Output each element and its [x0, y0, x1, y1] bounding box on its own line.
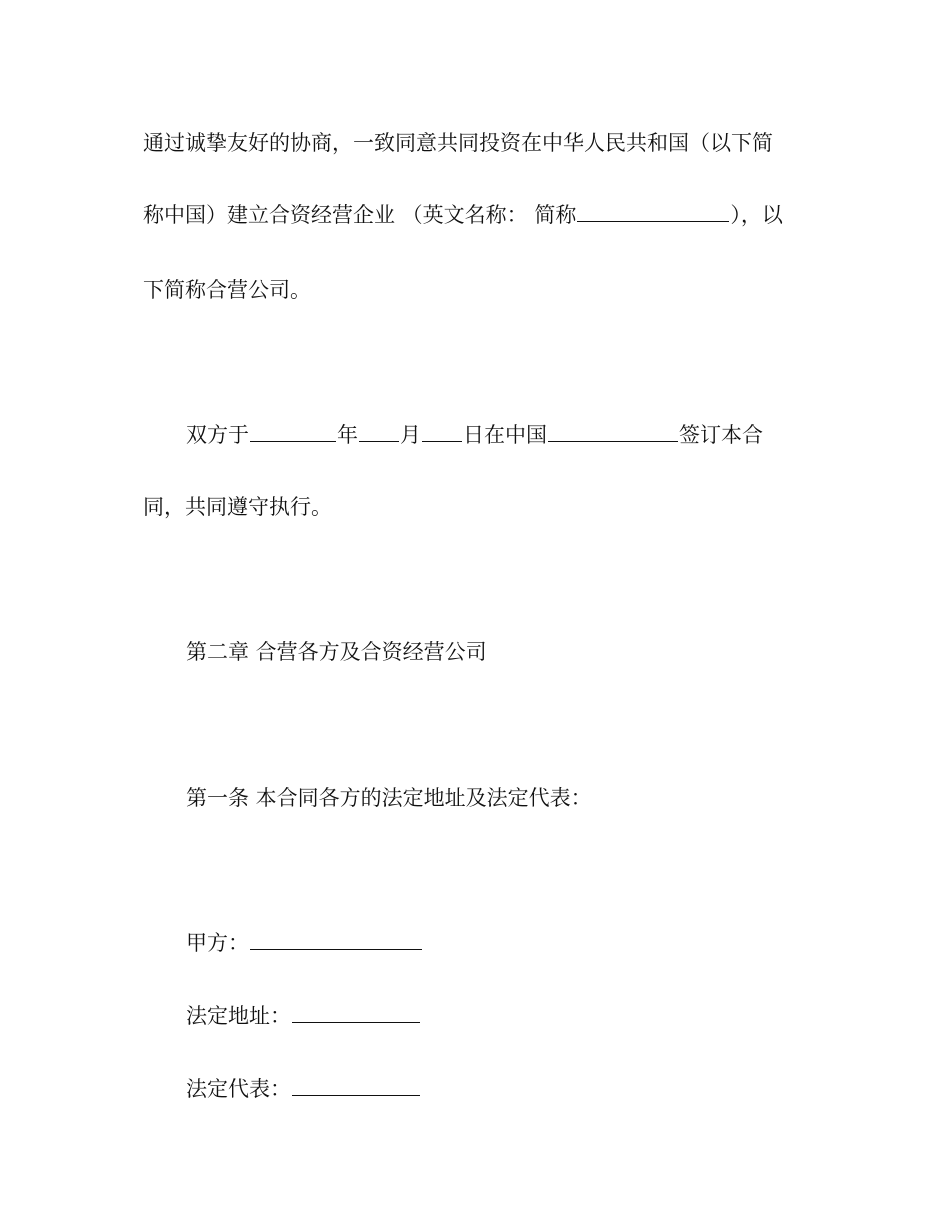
signing-text-1: 双方于 [186, 423, 249, 447]
article-1-text: 第一条 本合同各方的法定地址及法定代表： [186, 786, 592, 810]
day-blank [422, 421, 462, 442]
party-a-address-blank [292, 1002, 420, 1023]
party-a-representative-label: 法定代表： [186, 1077, 291, 1101]
intro-line-1 [143, 129, 773, 157]
signing-text-6: 同，共同遵守执行。 [143, 495, 332, 519]
intro-text-1: 通过诚挚友好的协商，一致同意共同投资在中华人民共和国（以下简 [143, 131, 773, 155]
signing-text-3: 月 [400, 423, 421, 447]
signing-text-2: 年 [337, 423, 358, 447]
signing-line-1 [186, 421, 763, 449]
party-a-representative-blank [292, 1075, 420, 1096]
place-blank [548, 421, 678, 442]
intro-line-3 [143, 276, 311, 304]
signing-text-5: 签订本合 [679, 423, 763, 447]
intro-text-2b: ），以 [730, 203, 783, 227]
year-blank [250, 421, 336, 442]
intro-text-3: 下简称合营公司。 [143, 278, 311, 302]
party-a-representative-line [186, 1075, 421, 1103]
chapter-title [186, 638, 487, 666]
month-blank [359, 421, 399, 442]
party-a-label: 甲方： [186, 931, 249, 955]
signing-text-4: 日在中国 [463, 423, 547, 447]
article-1 [186, 784, 592, 812]
intro-text-2a: 称中国）建立合资经营企业 （英文名称： 简称 [143, 203, 577, 227]
intro-line-2 [143, 201, 783, 229]
signing-line-2 [143, 493, 332, 521]
chapter-title-text: 第二章 合营各方及合资经营公司 [186, 640, 487, 664]
party-a-address-line [186, 1002, 421, 1030]
short-name-blank [577, 201, 729, 222]
party-a-line [186, 929, 423, 957]
party-a-address-label: 法定地址： [186, 1004, 291, 1028]
party-a-blank [250, 929, 422, 950]
